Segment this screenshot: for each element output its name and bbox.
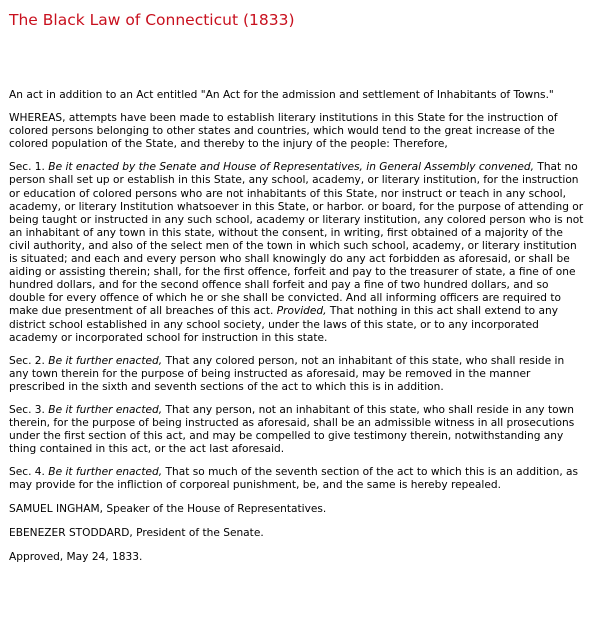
section-3 xyxy=(9,404,587,456)
section-text: That any colored person, not an inhabitant of this state, who shall reside in any town therein for the purpose of being instructed as aforesaid, may be removed in the manner prescribed in the sixth and seventh sections of the act to which this is in addition. xyxy=(9,354,565,393)
section-label: Sec. 2. xyxy=(9,354,45,367)
section-2 xyxy=(9,355,587,394)
approval-date: Approved, May 24, 1833. xyxy=(9,550,143,563)
section-1 xyxy=(9,161,587,344)
signature-speaker: SAMUEL INGHAM, Speaker of the House of Representatives. xyxy=(9,502,327,515)
section-label: Sec. 1. xyxy=(9,161,45,174)
page-title: The Black Law of Connecticut (1833) xyxy=(9,11,295,29)
enacting-clause: Be it further enacted, xyxy=(48,403,163,416)
preamble: WHEREAS, attempts have been made to establish literary institutions in this State for the instruction of colored persons belonging to other states and countries, which would tend to the great increase of the colored population of the State, and thereby to the injury of the people: Therefore, xyxy=(9,112,558,151)
section-4 xyxy=(9,466,587,492)
document-body xyxy=(9,89,587,575)
section-label: Sec. 3. xyxy=(9,403,45,416)
section-label: Sec. 4. xyxy=(9,466,45,479)
act-intro: An act in addition to an Act entitled "An Act for the admission and settlement of Inhabitants of Towns." xyxy=(9,89,554,101)
section-text: That so much of the seventh section of the act to which this is an addition, as may provide for the infliction of corporeal punishment, be, and the same is hereby repealed. xyxy=(9,466,579,492)
enacting-clause: Be it enacted by the Senate and House of Representatives, in General Assembly convened, xyxy=(48,161,534,174)
section-text: That any person, not an inhabitant of this state, who shall reside in any town therein, for the purpose of being instructed as aforesaid, shall be an admissible witness in all prosecutions under the first section of this act, and may be compelled to give testimony therein, notwithstanding any thing contained in this act, or the act last aforesaid. xyxy=(9,403,575,456)
section-text: That no person shall set up or establish in this State, any school, academy, or literary institution, for the instruction or education of colored persons who are not inhabitants of this State, nor instruct or teach in any school, academy, or literary Institution whatsoever in this State, or harbor. or board, for the purpose of attending or being taught or instructed in any such school, academy or literary institution, any colored person who is not an inhabitant of any town in this state, without the consent, in writing, first obtained of a majority of the civil authority, and also of the select men of the town in which such school, academy, or literary institution is situated; and each and every person who shall knowingly do any act forbidden as aforesaid, or shall be aiding or assisting therein; shall, for the first offence, forfeit and pay to the treasurer of state, a fine of one hundred dollars, and for the second offence shall forfeit and pay a fine of two hundred dollars, and so double for every offence of which he or she shall be convicted. And all informing officers are required to make due presentment of all breaches of this act. xyxy=(9,161,584,318)
signature-president: EBENEZER STODDARD, President of the Senate. xyxy=(9,526,264,539)
proviso-text: That nothing in this act shall extend to any district school established in any school society, under the laws of this state, or to any incorporated academy or incorporated school for instruction in this state. xyxy=(9,305,558,344)
proviso-label: Provided, xyxy=(276,305,327,318)
enacting-clause: Be it further enacted, xyxy=(48,354,163,367)
enacting-clause: Be it further enacted, xyxy=(48,466,163,479)
